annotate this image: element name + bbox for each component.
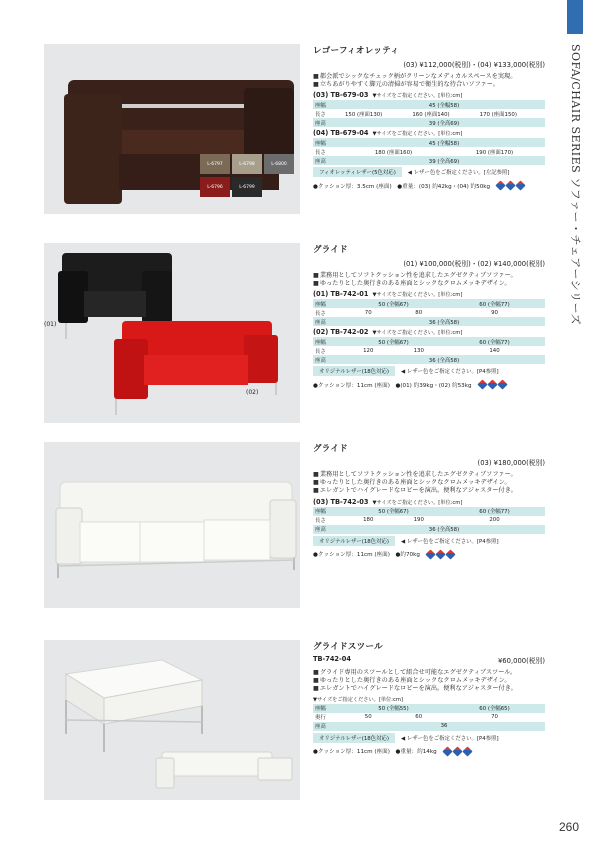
size-header-01: (01) TB-742-01 ▼サイズをご指定ください。[単位:cm] [313, 290, 463, 299]
product-info-fioretti [313, 44, 545, 190]
swatch-l6799: L-6799 [232, 177, 262, 197]
product-name: レゴーフィオレッティ [313, 46, 400, 56]
product-name: グライド [313, 444, 348, 454]
size-table-04: 座幅 45 (全幅58) 長さ 180 (座面160) 190 (座面170) 座高 39 (全高69) [313, 138, 545, 165]
leather-cube-icon [478, 380, 507, 389]
product-description: ■ グライド専用のスツールとして組合せ可能なエグゼクティブスツール。 ■ ゆったりとした奥行きのある座面とシックなクロムメッキデザイン。 ■ エレガントでハイグレードなロビーを演出。便利なアジャスター付き。 [313, 669, 545, 694]
leather-row: フィオレッティレザー(5色対応) ◀ レザー色をご指定ください。[左記参照] [313, 167, 545, 177]
leather-cube-icon [443, 747, 472, 756]
leather-row: オリジナルレザー(18色対応) ◀ レザー色をご指定ください。[P4参照] [313, 366, 545, 376]
swatch-l6798: L-6798 [232, 154, 262, 174]
product-name: グライド [313, 245, 348, 255]
cushion-weight: ●クッション厚：11cm (座面) ●重量：約14kg [313, 747, 545, 756]
size-table-03: 座幅 45 (全幅58) 長さ 150 (座面130) 160 (座面140) 170 (座面150) 座高 39 (全高69) [313, 100, 545, 127]
size-table: 座幅 50 (全幅55) 60 (全幅65) 奥行 50 60 70 座高 36 [313, 704, 545, 731]
leather-cube-icon [496, 181, 525, 190]
leather-cube-icon [426, 550, 455, 559]
swatch-l6796: L-6796 [200, 177, 230, 197]
size-header-04: (04) TB-679-04 ▼サイズをご指定ください。[単位:cm] [313, 129, 463, 138]
product-info-glide-stool [313, 640, 545, 756]
product-photo-fioretti [44, 44, 300, 214]
leather-row: オリジナルレザー(18色対応) ◀ レザー色をご指定ください。[P4参照] [313, 733, 545, 743]
product-price: (01) ¥100,000(税別)・(02) ¥140,000(税別) [403, 260, 545, 268]
swatch-l6797: L-6797 [200, 154, 230, 174]
side-accent-bar [567, 0, 583, 34]
product-price: (03) ¥112,000(税別)・(04) ¥133,000(税別) [403, 61, 545, 69]
size-header-02: (02) TB-742-02 ▼サイズをご指定ください。[単位:cm] [313, 328, 463, 337]
product-name: グライドスツール [313, 642, 383, 652]
label-01: (01) [44, 321, 57, 328]
product-info-glide [313, 243, 545, 389]
size-header: ▼サイズをご指定ください。[単位:cm] [313, 696, 403, 703]
label-02: (02) [246, 389, 259, 396]
product-description: ■ 業務用としてソフトクッション性を追求したエグゼクティブソファー。 ■ ゆったりとした奥行きのある座面とシックなクロムメッキデザイン。 [313, 272, 545, 288]
size-table-03: 座幅 50 (全幅67) 60 (全幅77) 長さ 180 190 200 座高 36 (全高58) [313, 507, 545, 534]
cushion-weight: ●クッション厚：11cm (座面) ●(01) 約39kg・(02) 約53kg [313, 380, 545, 389]
product-description: ■ 都会派でシックなチェック柄がクリーンなメディカルスペースを実現。 ■ 立ちあがりやすく脚元の清掃が容易で衛生的な待合いソファー。 [313, 73, 545, 89]
size-table-01: 座幅 50 (全幅67) 60 (全幅77) 長さ 70 80 90 座高 36 (全高58) [313, 299, 545, 326]
page-number: 260 [559, 820, 580, 834]
product-photo-glide-01-02 [44, 243, 300, 423]
size-table-02: 座幅 50 (全幅67) 60 (全幅77) 長さ 120 130 140 座高 36 (全高58) [313, 337, 545, 364]
cushion-weight: ●クッション厚：3.5cm (座面) ●重量：(03) 約42kg・(04) 約50kg [313, 181, 545, 190]
product-info-glide-03 [313, 442, 545, 559]
cushion-weight: ●クッション厚：11cm (座面) ●約70kg [313, 550, 545, 559]
size-header-03: (03) TB-679-03 ▼サイズをご指定ください。[単位:cm] [313, 91, 463, 100]
product-photo-glide-03 [44, 442, 300, 608]
leather-row: オリジナルレザー(18色対応) ◀ レザー色をご指定ください。[P4参照] [313, 536, 545, 546]
swatch-l6800: L-6800 [264, 154, 294, 174]
product-description: ■ 業務用としてソフトクッション性を追求したエグゼクティブソファー。 ■ ゆったりとした奥行きのある座面とシックなクロムメッキデザイン。 ■ エレガントでハイグレードなロビーを演出。便利なアジャスター付き。 [313, 471, 545, 496]
product-price: (03) ¥180,000(税別) [477, 459, 545, 467]
product-photo-glide-stool [44, 640, 300, 800]
series-title: SOFA/CHAIR SERIES ソファー・チェアーシリーズ [569, 44, 582, 326]
code-price-row: TB-742-04 ¥60,000(税別) [313, 655, 545, 665]
size-header-03: (03) TB-742-03 ▼サイズをご指定ください。[単位:cm] [313, 497, 463, 506]
